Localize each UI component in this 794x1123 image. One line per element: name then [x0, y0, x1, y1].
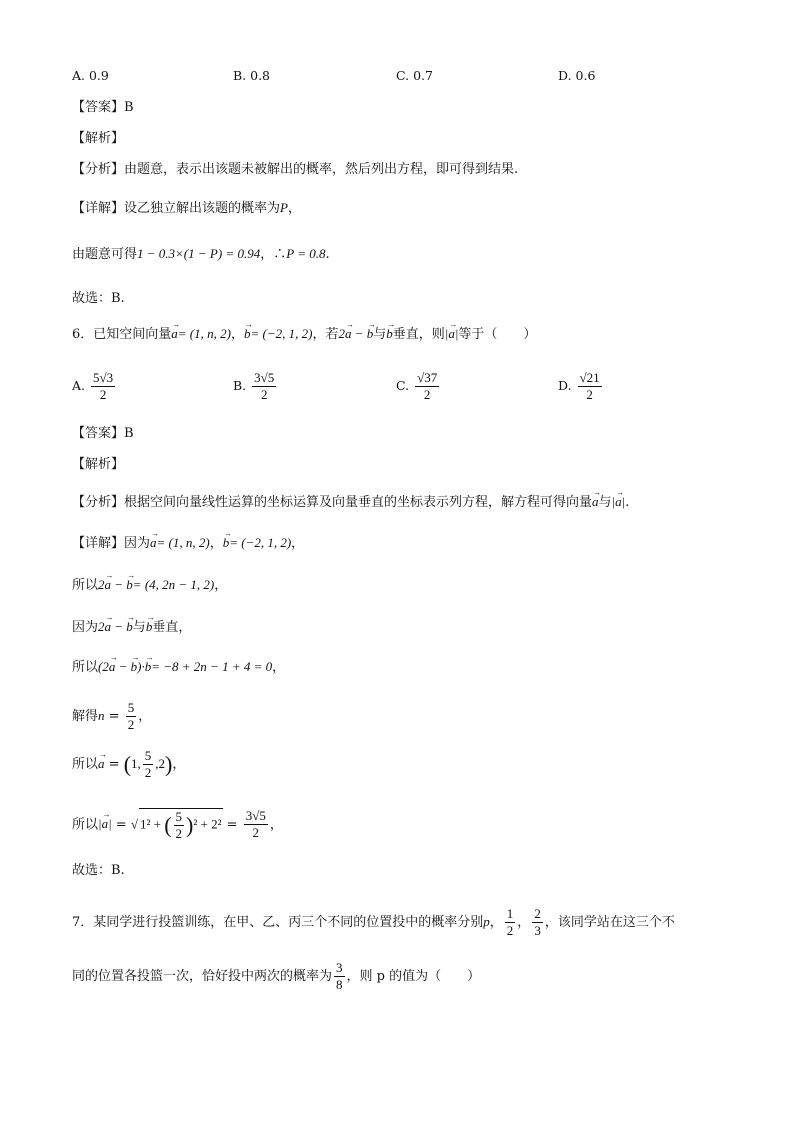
- q6-option-c: C. $\frac{√37}{2}$: [396, 370, 438, 402]
- q6-detail-2: 所以2a → − b → = (4, 2n − 1, 2)，: [72, 571, 228, 593]
- q6-detail-6: 所以a → = (1, $\frac{5}{2}$ ,2)，: [72, 748, 186, 780]
- q6-option-b: B. $\frac{3√5}{2}$: [233, 370, 275, 402]
- q6-detail-7: 所以|a → | = √ 1² + ( $\frac{5}{2}$ )² + 2² = $\frac{3√5}{2}$ ，: [72, 808, 283, 841]
- q5-option-b: B. 0.8: [233, 68, 271, 83]
- q5-option-c: C. 0.7: [396, 68, 433, 83]
- q6-detail-1: 【详解】因为a → = (1, n, 2)，b → = (−2, 1, 2)，: [72, 529, 305, 551]
- q6-option-d: D. $\frac{√21}{2}$: [558, 370, 600, 402]
- q5-choose: 故选：B.: [72, 291, 125, 306]
- q7-stem-line2: 同的位置各投篮一次，恰好投中两次的概率为 $\frac{3}{8}$ ，则 p 的值为（ ）: [72, 960, 481, 992]
- q5-option-a: A. 0.9: [72, 68, 109, 83]
- q7-stem-line1: 7．某同学进行投篮训练，在甲、乙、丙三个不同的位置投中的概率分别p， $\frac{1}{2}$ ， $\frac{2}{3}$ ，该同学站在这三个不: [72, 906, 675, 938]
- q5-fenxi: 【分析】由题意，表示出该题未被解出的概率，然后列出方程，即可得到结果.: [72, 162, 519, 177]
- q6-analysis-title: 【解析】: [72, 457, 125, 472]
- q6-fenxi: 【分析】根据空间向量线性运算的坐标运算及向量垂直的坐标表示列方程，解方程可得向量a → 与|a → |.: [72, 488, 630, 510]
- q6-answer: 【答案】B: [72, 426, 134, 441]
- q6-detail-4: 所以(2a → − b → )·b → = −8 + 2n − 1 + 4 = 0，: [72, 653, 286, 675]
- q6-detail-5: 解得n = $\frac{5}{2}$ ，: [72, 700, 152, 732]
- q5-option-d: D. 0.6: [558, 68, 596, 83]
- q5-analysis-title: 【解析】: [72, 131, 125, 146]
- q6-detail-3: 因为2a → − b → 与b → 垂直，: [72, 613, 192, 635]
- q5-answer: 【答案】B: [72, 100, 134, 115]
- q5-equation: 由题意可得1 − 0.3×(1 − P) = 0.94，∴P = 0.8.: [72, 246, 330, 262]
- q5-detail: 【详解】设乙独立解出该题的概率为P，: [72, 200, 301, 216]
- q6-stem: 6．已知空间向量a → = (1, n, 2)，b → = (−2, 1, 2)，若2a → − b → 与b → 垂直，则|a → |等于（ ）: [72, 320, 537, 342]
- q6-choose: 故选：B.: [72, 863, 125, 878]
- q6-option-a: A. $\frac{5√3}{2}$: [72, 370, 114, 402]
